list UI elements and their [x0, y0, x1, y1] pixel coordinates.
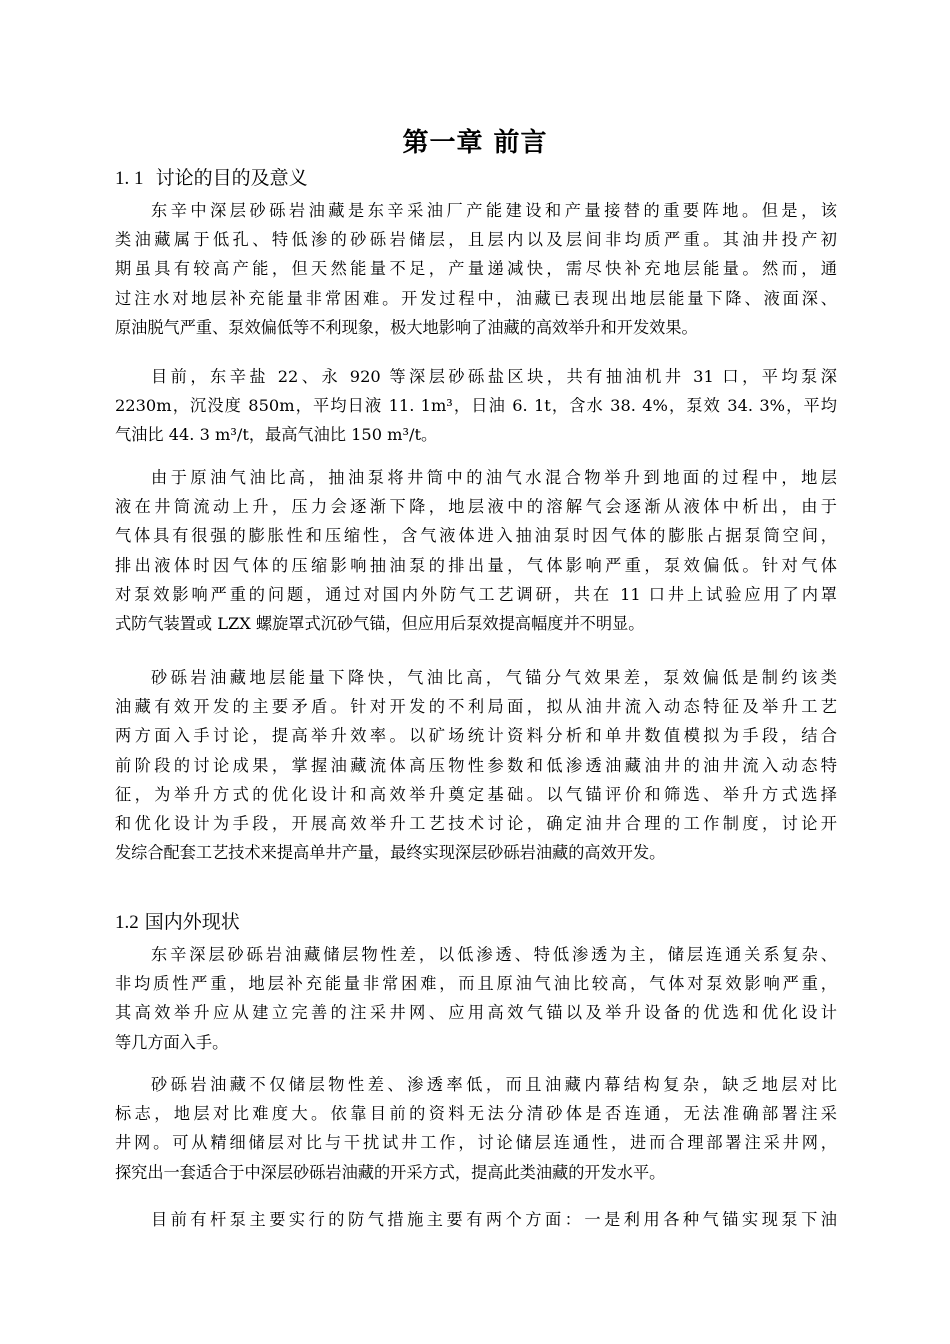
paragraph-line: 气油比 44. 3 m³/t，最高气油比 150 m³/t。	[115, 425, 438, 445]
section-title: 国内外现状	[144, 911, 240, 933]
paragraph-line: 井网。可从精细储层对比与干扰试井工作，讨论储层连通性，进而合理部署注采井网，	[115, 1133, 837, 1153]
paragraph	[115, 463, 837, 638]
section-number: 1. 1	[115, 168, 144, 189]
paragraph	[115, 940, 837, 1057]
paragraph-line: 气体具有很强的膨胀性和压缩性，含气液体进入抽油泵时因气体的膨胀占据泵筒空间，	[115, 526, 837, 546]
paragraph-line: 排出液体时因气体的压缩影响抽油泵的排出量，气体影响严重，泵效偏低。针对气体	[115, 555, 837, 575]
chapter-title: 第一章 前言	[402, 128, 548, 158]
paragraph-line: 探究出一套适合于中深层砂砾岩油藏的开采方式，提高此类油藏的开发水平。	[115, 1162, 666, 1182]
paragraph	[115, 1070, 837, 1187]
paragraph-line: 过注水对地层补充能量非常困难。开发过程中，油藏已表现出地层能量下降、液面深、	[115, 288, 837, 308]
paragraph-line: 非均质性严重，地层补充能量非常困难，而且原油气油比较高，气体对泵效影响严重，	[115, 974, 837, 994]
paragraph-line: 等几方面入手。	[115, 1032, 229, 1052]
paragraph-line: 其高效举升应从建立完善的注采井网、应用高效气锚以及举升设备的优选和优化设计	[115, 1003, 837, 1023]
paragraph-line: 原油脱气严重、泵效偏低等不利现象，极大地影响了油藏的高效举升和开发效果。	[115, 317, 698, 337]
paragraph-line: 由于原油气油比高，抽油泵将井筒中的油气水混合物举升到地面的过程中，地层	[151, 468, 837, 487]
paragraph-line: 目前有杆泵主要实行的防气措施主要有两个方面：一是利用各种气锚实现泵下油	[151, 1210, 837, 1229]
paragraph-line: 征，为举升方式的优化设计和高效举升奠定基础。以气锚评价和筛选、举升方式选择	[115, 784, 837, 804]
section-heading-1-1	[115, 163, 308, 190]
paragraph	[115, 663, 837, 867]
paragraph-line: 液在井筒流动上升，压力会逐渐下降，地层液中的溶解气会逐渐从液体中析出，由于	[115, 497, 837, 517]
paragraph-line: 2230m，沉没度 850m，平均日液 11. 1m³，日油 6. 1t，含水 38. 4%，泵效 34. 3%，平均	[115, 396, 837, 416]
paragraph-line: 砂砾岩油藏地层能量下降快，气油比高，气锚分气效果差，泵效偏低是制约该类	[151, 668, 837, 687]
paragraph	[115, 196, 837, 342]
section-number: 1.2	[115, 912, 139, 933]
paragraph-line: 油藏有效开发的主要矛盾。针对开发的不利局面，拟从油井流入动态特征及举升工艺	[115, 697, 837, 717]
paragraph-line: 类油藏属于低孔、特低渗的砂砾岩储层，且层内以及层间非均质严重。其油井投产初	[115, 230, 837, 250]
paragraph-line: 对泵效影响严重的问题，通过对国内外防气工艺调研，共在 11 口井上试验应用了内罩	[115, 584, 837, 604]
paragraph-line: 砂砾岩油藏不仅储层物性差、渗透率低，而且油藏内幕结构复杂，缺乏地层对比	[151, 1075, 837, 1094]
paragraph-line: 发综合配套工艺技术来提高单井产量，最终实现深层砂砾岩油藏的高效开发。	[115, 843, 666, 863]
paragraph-line: 东辛深层砂砾岩油藏储层物性差，以低渗透、特低渗透为主，储层连通关系复杂、	[151, 945, 837, 964]
paragraph-line: 期虽具有较高产能，但天然能量不足，产量递减快，需尽快补充地层能量。然而，通	[115, 259, 837, 279]
section-title: 讨论的目的及意义	[155, 167, 308, 189]
paragraph-line: 前阶段的讨论成果，掌握油藏流体高压物性参数和低渗透油藏油井的油井流入动态特	[115, 755, 837, 775]
paragraph-line: 东辛中深层砂砾岩油藏是东辛采油厂产能建设和产量接替的重要阵地。但是，该	[151, 201, 837, 220]
paragraph-line: 和优化设计为手段，开展高效举升工艺技术讨论，确定油井合理的工作制度，讨论开	[115, 814, 837, 834]
section-heading-1-2	[115, 907, 240, 934]
paragraph-line: 式防气装置或 LZX 螺旋罩式沉砂气锚，但应用后泵效提高幅度并不明显。	[115, 614, 645, 634]
paragraph-line: 两方面入手讨论，提高举升效率。以矿场统计资料分析和单井数值模拟为手段，结合	[115, 726, 837, 746]
paragraph-line: 标志，地层对比难度大。依靠目前的资料无法分清砂体是否连通，无法准确部署注采	[115, 1104, 837, 1124]
paragraph-line: 目前，东辛盐 22、永 920 等深层砂砾盐区块，共有抽油机井 31 口，平均泵深	[151, 367, 837, 386]
paragraph	[115, 362, 837, 450]
paragraph	[115, 1205, 837, 1234]
